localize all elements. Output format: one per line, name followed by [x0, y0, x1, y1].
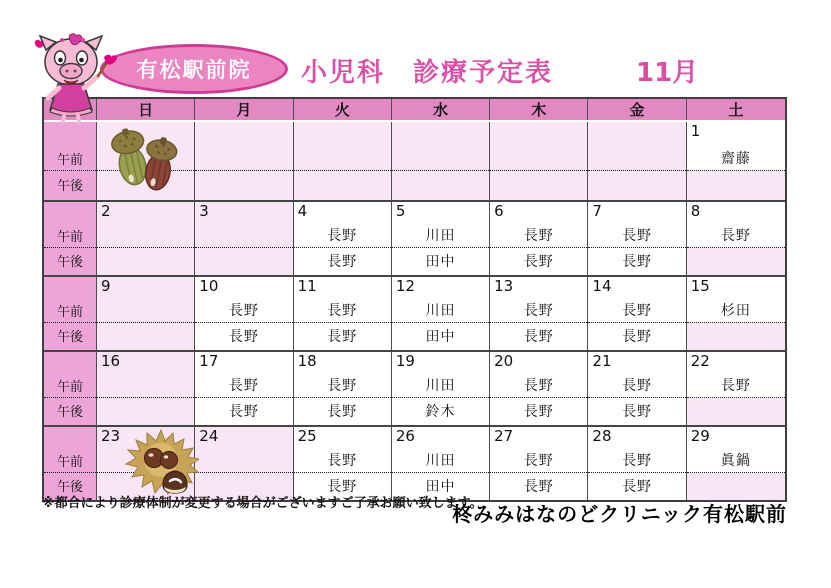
day-cell-10 — [195, 277, 293, 350]
date-number: 17 — [199, 352, 219, 370]
day-cell-19 — [392, 352, 490, 425]
pm-doctor-name: 長野 — [622, 254, 653, 271]
day-cell-5 — [392, 202, 490, 275]
period-label-cell — [44, 202, 97, 275]
pm-doctor-name: 長野 — [327, 329, 358, 346]
period-label-cell — [44, 427, 97, 500]
date-number: 6 — [494, 202, 504, 220]
am-doctor-name: 長野 — [228, 302, 259, 319]
date-number: 7 — [592, 202, 602, 220]
am-doctor-name: 長野 — [622, 302, 653, 319]
am-doctor-name: 川田 — [425, 452, 456, 469]
day-cell-8 — [687, 202, 785, 275]
date-number: 15 — [690, 277, 710, 295]
date-number: 23 — [101, 427, 121, 445]
date-number: 24 — [199, 427, 219, 445]
day-cell-7 — [588, 202, 686, 275]
date-number: 9 — [101, 277, 111, 295]
am-doctor-name: 長野 — [327, 227, 358, 244]
am-doctor-name: 杉田 — [720, 302, 751, 319]
date-number: 12 — [395, 277, 415, 295]
day-cell-13 — [490, 277, 588, 350]
pm-doctor-name: 長野 — [523, 479, 554, 496]
day-cell-17 — [195, 352, 293, 425]
am-doctor-name: 長野 — [228, 377, 259, 394]
day-cell-16 — [97, 352, 195, 425]
pm-doctor-name: 鈴木 — [425, 404, 456, 421]
day-cell-24 — [195, 427, 293, 500]
am-row-label: 午前 — [56, 229, 83, 245]
calendar-body — [44, 122, 785, 500]
am-doctor-name: 長野 — [523, 302, 554, 319]
date-number: 10 — [199, 277, 219, 295]
day-cell-22 — [687, 352, 785, 425]
week-row-2 — [44, 202, 785, 277]
am-doctor-name: 川田 — [425, 227, 456, 244]
date-number: 26 — [395, 427, 415, 445]
pm-row-label: 午後 — [56, 329, 83, 345]
weekday-header-row — [44, 99, 785, 122]
am-doctor-name: 川田 — [425, 377, 456, 394]
pm-row-label: 午後 — [56, 179, 83, 195]
pig-mascot-illustration — [26, 28, 118, 124]
pm-doctor-name: 長野 — [327, 254, 358, 271]
date-number: 28 — [592, 427, 612, 445]
pm-doctor-name: 長野 — [622, 404, 653, 421]
date-number: 11 — [297, 277, 317, 295]
pm-doctor-name: 長野 — [327, 404, 358, 421]
day-cell-4 — [294, 202, 392, 275]
date-number: 22 — [690, 352, 710, 370]
pm-row-label: 午後 — [56, 254, 83, 270]
day-cell-empty-w1d4 — [490, 122, 588, 200]
day-cell-26 — [392, 427, 490, 500]
pm-doctor-name: 長野 — [327, 479, 358, 496]
am-doctor-name: 長野 — [622, 227, 653, 244]
day-cell-9 — [97, 277, 195, 350]
branch-badge — [100, 44, 288, 94]
weekday-header-0: 日 — [97, 99, 195, 120]
weekday-header-3: 水 — [392, 99, 490, 120]
day-cell-23 — [97, 427, 195, 500]
period-label-cell — [44, 352, 97, 425]
am-doctor-name: 長野 — [327, 377, 358, 394]
pm-doctor-name: 長野 — [228, 329, 259, 346]
am-doctor-name: 眞鍋 — [720, 452, 751, 469]
am-row-label: 午前 — [56, 304, 83, 320]
am-doctor-name: 齋藤 — [720, 151, 751, 168]
weekday-header-4: 木 — [490, 99, 588, 120]
day-cell-29 — [687, 427, 785, 500]
date-number: 1 — [690, 122, 701, 140]
pm-doctor-name: 長野 — [622, 329, 653, 346]
pm-doctor-name: 長野 — [523, 254, 554, 271]
am-row-label: 午前 — [56, 454, 83, 470]
weekday-header-2: 火 — [294, 99, 392, 120]
date-number: 27 — [494, 427, 514, 445]
day-cell-empty-w1d0 — [97, 122, 195, 200]
am-doctor-name: 長野 — [523, 452, 554, 469]
am-row-label: 午前 — [56, 153, 83, 169]
day-cell-12 — [392, 277, 490, 350]
schedule-calendar — [42, 97, 787, 502]
pm-row-label: 午後 — [56, 404, 83, 420]
date-number: 29 — [690, 427, 710, 445]
am-doctor-name: 長野 — [523, 227, 554, 244]
week-row-4 — [44, 352, 785, 427]
day-cell-14 — [588, 277, 686, 350]
date-number: 5 — [395, 202, 406, 220]
weekday-header-6: 土 — [728, 101, 744, 119]
branch-badge-label: 有松駅前院 — [136, 58, 252, 82]
disclaimer-note: ※都合により診療体制が変更する場合がございますご了承お願い致します。 — [42, 496, 483, 511]
day-cell-empty-w1d5 — [588, 122, 686, 200]
date-number: 8 — [690, 202, 701, 220]
date-number: 16 — [101, 352, 121, 370]
date-number: 4 — [297, 202, 308, 220]
day-cell-2 — [97, 202, 195, 275]
day-cell-28 — [588, 427, 686, 500]
date-number: 3 — [199, 202, 209, 220]
date-number: 2 — [101, 202, 111, 220]
day-cell-15 — [687, 277, 785, 350]
pm-row-label: 午後 — [56, 479, 83, 495]
am-row-label: 午前 — [56, 379, 83, 395]
date-number: 20 — [494, 352, 514, 370]
am-doctor-name: 長野 — [523, 377, 554, 394]
am-doctor-name: 長野 — [720, 227, 751, 244]
pm-doctor-name: 長野 — [523, 404, 554, 421]
day-cell-11 — [294, 277, 392, 350]
date-number: 18 — [297, 352, 317, 370]
day-cell-empty-w1d2 — [294, 122, 392, 200]
am-doctor-name: 長野 — [622, 377, 653, 394]
page-title: 小児科 診療予定表 — [301, 58, 554, 88]
day-cell-6 — [490, 202, 588, 275]
date-number: 21 — [592, 352, 612, 370]
day-cell-25 — [294, 427, 392, 500]
pm-doctor-name: 田中 — [425, 254, 456, 271]
day-cell-27 — [490, 427, 588, 500]
pm-doctor-name: 長野 — [622, 479, 653, 496]
date-number: 19 — [395, 352, 415, 370]
am-doctor-name: 長野 — [622, 452, 653, 469]
am-doctor-name: 長野 — [327, 302, 358, 319]
am-doctor-name: 長野 — [720, 377, 751, 394]
pm-doctor-name: 田中 — [425, 329, 456, 346]
day-cell-empty-w1d3 — [392, 122, 490, 200]
date-number: 13 — [494, 277, 514, 295]
month-label: 11月 — [636, 58, 699, 88]
date-number: 25 — [297, 427, 317, 445]
week-row-1 — [44, 122, 785, 202]
am-doctor-name: 長野 — [327, 452, 358, 469]
clinic-name: 柊みみはなのどクリニック有松駅前 — [452, 502, 787, 526]
day-cell-empty-w1d1 — [195, 122, 293, 200]
day-cell-3 — [195, 202, 293, 275]
weekday-header-5: 金 — [588, 99, 686, 120]
day-cell-18 — [294, 352, 392, 425]
week-row-3 — [44, 277, 785, 352]
period-label-cell — [44, 122, 97, 200]
day-cell-20 — [490, 352, 588, 425]
pm-doctor-name: 長野 — [228, 404, 259, 421]
week-row-5 — [44, 427, 785, 500]
day-cell-1 — [687, 122, 785, 200]
weekday-header-1: 月 — [195, 99, 293, 120]
am-doctor-name: 川田 — [425, 302, 456, 319]
pm-doctor-name: 田中 — [425, 479, 456, 496]
pm-doctor-name: 長野 — [523, 329, 554, 346]
period-label-cell — [44, 277, 97, 350]
date-number: 14 — [592, 277, 612, 295]
day-cell-21 — [588, 352, 686, 425]
